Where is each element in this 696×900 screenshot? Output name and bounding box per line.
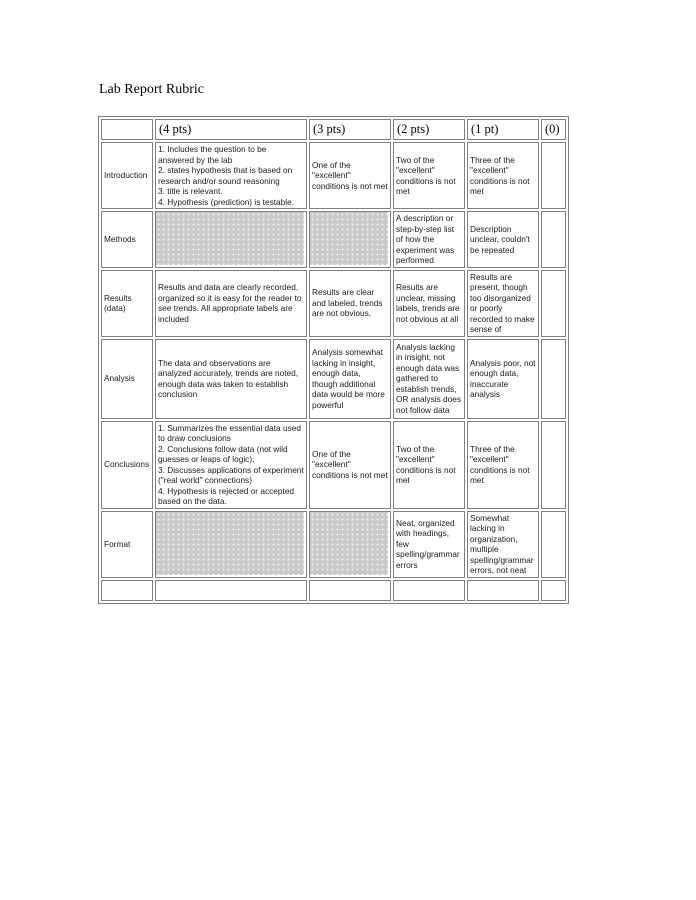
header-1pt: (1 pt)	[467, 119, 539, 140]
cell-introduction-3pts: One of the "excellent" conditions is not met	[309, 142, 391, 209]
row-label-introduction: Introduction	[101, 142, 153, 209]
empty-cell	[101, 580, 153, 601]
rubric-table	[98, 116, 569, 604]
list-item: 1. Summarizes the essential data used to draw conclusions	[158, 422, 301, 443]
cell-results-2pts: Results are unclear, missing labels, trends are not obvious at all	[393, 270, 465, 337]
header-2pts: (2 pts)	[393, 119, 465, 140]
header-3pts: (3 pts)	[309, 119, 391, 140]
list-item: 3. Discusses applications of experiment ("real world" connections)	[158, 464, 304, 485]
header-row	[101, 119, 566, 140]
table-row-format	[101, 511, 566, 578]
row-label-methods: Methods	[101, 211, 153, 268]
cell-introduction-1pt: Three of the "excellent" conditions is not met	[467, 142, 539, 209]
cell-analysis-4pts: The data and observations are analyzed accurately, trends are noted, enough data was taken to establish conclusion	[155, 339, 307, 419]
table-row-conclusions	[101, 421, 566, 509]
cell-conclusions-0	[541, 421, 566, 509]
shaded-area	[310, 512, 388, 575]
header-4pts: (4 pts)	[155, 119, 307, 140]
row-label-format: Format	[101, 511, 153, 578]
empty-cell	[393, 580, 465, 601]
cell-analysis-2pts: Analysis lacking in insight, not enough data was gathered to establish trends, OR analysis does not follow data	[393, 339, 465, 419]
table-row-methods	[101, 211, 566, 268]
empty-cell	[541, 580, 566, 601]
cell-methods-0	[541, 211, 566, 268]
list-item: 2. Conclusions follow data (not wild guesses or leaps of logic),	[158, 443, 288, 464]
cell-conclusions-3pts: One of the "excellent" conditions is not met	[309, 421, 391, 509]
page-title: Lab Report Rubric	[99, 82, 204, 97]
cell-results-3pts: Results are clear and labeled, trends are not obvious,	[309, 270, 391, 337]
table-row-analysis	[101, 339, 566, 419]
shaded-area	[156, 212, 304, 265]
cell-results-0	[541, 270, 566, 337]
row-label-analysis: Analysis	[101, 339, 153, 419]
cell-introduction-2pts: Two of the "excellent" conditions is not met	[393, 142, 465, 209]
list-item: 1. Includes the question to be answered by the lab	[158, 144, 267, 165]
list-item: 3. title is relevant.	[158, 186, 223, 196]
shaded-area	[310, 212, 388, 265]
cell-analysis-0	[541, 339, 566, 419]
header-blank	[101, 119, 153, 140]
cell-format-0	[541, 511, 566, 578]
cell-analysis-3pts: Analysis somewhat lacking in insight, enough data, though additional data would be more powerful	[309, 339, 391, 419]
cell-conclusions-1pt: Three of the "excellent" conditions is not met	[467, 421, 539, 509]
cell-analysis-1pt: Analysis poor, not enough data, inaccurate analysis	[467, 339, 539, 419]
cell-results-4pts: Results and data are clearly recorded, organized so it is easy for the reader to see trends. All appropriate labels are included	[155, 270, 307, 337]
list-item: 4. Hypothesis (prediction) is testable.	[158, 196, 295, 207]
cell-methods-3pts	[309, 211, 391, 268]
cell-methods-1pt: Description unclear, couldn't be repeated	[467, 211, 539, 268]
cell-methods-4pts	[155, 211, 307, 268]
cell-format-2pts: Neat, organized with headings, few spelling/grammar errors	[393, 511, 465, 578]
cell-results-1pt: Results are present, though too disorganized or poorly recorded to make sense of	[467, 270, 539, 337]
table-row-introduction	[101, 142, 566, 209]
cell-format-3pts	[309, 511, 391, 578]
list-item: 4. Hypothesis is rejected or accepted based on the data.	[158, 485, 295, 506]
cell-format-4pts	[155, 511, 307, 578]
empty-cell	[467, 580, 539, 601]
cell-format-1pt: Somewhat lacking in organization, multiple spelling/grammar errors, not neat	[467, 511, 539, 578]
empty-cell	[309, 580, 391, 601]
cell-conclusions-4pts	[155, 421, 307, 509]
table-row-empty	[101, 580, 566, 601]
cell-introduction-0	[541, 142, 566, 209]
cell-introduction-4pts	[155, 142, 307, 209]
shaded-area	[156, 512, 304, 575]
cell-conclusions-2pts: Two of the "excellent" conditions is not met	[393, 421, 465, 509]
header-0: (0)	[541, 119, 566, 140]
table-row-results	[101, 270, 566, 337]
row-label-conclusions: Conclusions	[101, 421, 153, 509]
cell-methods-2pts: A description or step-by-step list of how the experiment was performed	[393, 211, 465, 268]
list-item: 2. states hypothesis that is based on research and/or sound reasoning	[158, 165, 293, 186]
empty-cell	[155, 580, 307, 601]
row-label-results: Results (data)	[101, 270, 153, 337]
